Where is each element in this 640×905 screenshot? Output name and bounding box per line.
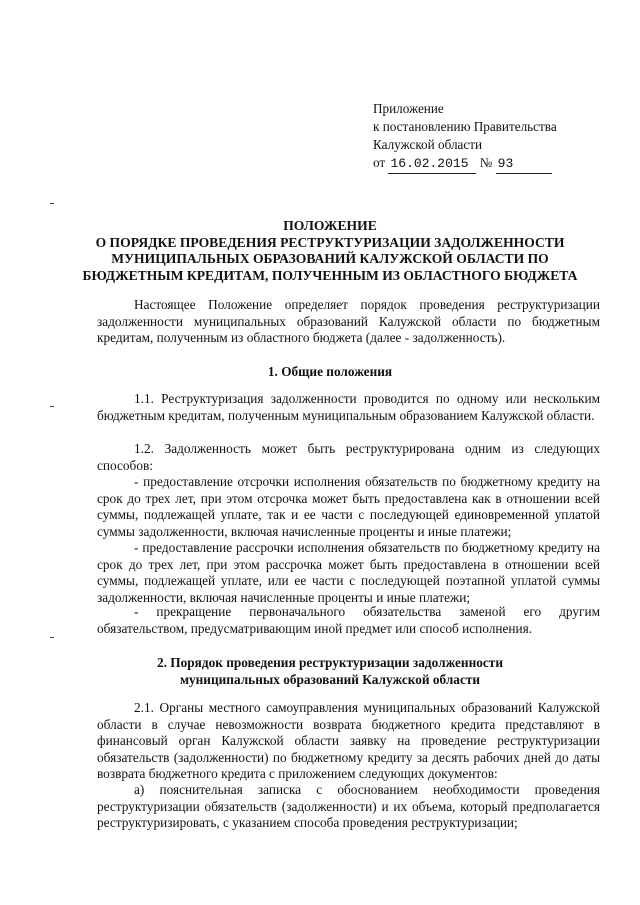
document-title — [60, 218, 600, 284]
number-prefix: № — [479, 155, 493, 170]
title-line-2: О ПОРЯДКЕ ПРОВЕДЕНИЯ РЕСТРУКТУРИЗАЦИИ ЗАДОЛЖЕННОСТИ — [95, 234, 565, 250]
annex-line-1: Приложение — [373, 101, 444, 116]
section-2-p1: 2.1. Органы местного самоуправления муниципальных образований Калужской области в случае невозможности возврата бюджетного кредита представляют в финансовый орган Калужской области заявку на проведение реструктуризации обязательств (задолженности) по бюджетному кредиту за десять рабочих дней до даты возврата бюджетного кредита с приложением следующих документов: — [97, 700, 600, 782]
section-1-p1: 1.1. Реструктуризация задолженности проводится по одному или нескольким бюджетным кредитам, полученным муниципальным образованием Калужской области. — [97, 391, 600, 423]
scan-mark — [50, 637, 54, 638]
title-line-3: МУНИЦИПАЛЬНЫХ ОБРАЗОВАНИЙ КАЛУЖСКОЙ ОБЛАСТИ ПО — [111, 251, 549, 266]
intro-paragraph: Настоящее Положение определяет порядок проведения реструктуризации задолженности муниципальных образований Калужской области по бюджетным кредитам, полученным из областного бюджета (далее - задолженность). — [97, 297, 600, 346]
date-prefix: от — [373, 155, 386, 170]
title-line-4: БЮДЖЕТНЫМ КРЕДИТАМ, ПОЛУЧЕННЫМ ИЗ ОБЛАСТНОГО БЮДЖЕТА — [82, 267, 578, 283]
section-2-heading — [60, 655, 600, 688]
number-value: 93 — [496, 155, 552, 174]
scan-mark — [50, 203, 54, 204]
annex-block — [373, 100, 557, 174]
section-1-bullet-1: - предоставление отсрочки исполнения обязательств по бюджетному кредиту на срок до трех лет, при этом отсрочка может быть предоставлена как в отношении всей суммы, подлежащей уплате, так и ее части с последующей единовременной уплатой суммы задолженности, включая начисленные проценты и иные платежи; — [97, 474, 600, 539]
section-1-p2: 1.2. Задолженность может быть реструктурирована одним из следующих способов: — [97, 441, 600, 473]
section-2-heading-line-2: муниципальных образований Калужской области — [179, 671, 481, 687]
date-value: 16.02.2015 — [388, 155, 476, 174]
section-2-heading-line-1: 2. Порядок проведения реструктуризации задолженности — [156, 655, 504, 670]
section-2-item-a: а) пояснительная записка с обоснованием необходимости проведения реструктуризации обязательств (задолженности) и их объема, который предполагается реструктуризировать, с указанием способа проведения реструктуризации; — [97, 782, 600, 831]
scan-mark — [50, 406, 54, 407]
annex-line-3: Калужской области — [373, 137, 483, 152]
section-1-bullet-2: - предоставление рассрочки исполнения обязательств по бюджетному кредиту на срок до трех лет, при этом рассрочка может быть предоставлена в отношении всей суммы, подлежащей уплате, или ее части с последующей поэтапной уплатой суммы задолженности, включая начисленные проценты и иные платежи; — [97, 540, 600, 605]
section-1-heading: 1. Общие положения — [267, 364, 393, 379]
annex-date-line — [373, 154, 557, 174]
section-1-bullet-3: - прекращение первоначального обязательства заменой его другим обязательством, предусматривающим иной предмет или способ исполнения. — [97, 604, 600, 636]
title-line-1: ПОЛОЖЕНИЕ — [283, 218, 377, 233]
annex-line-2: к постановлению Правительства — [373, 119, 557, 134]
